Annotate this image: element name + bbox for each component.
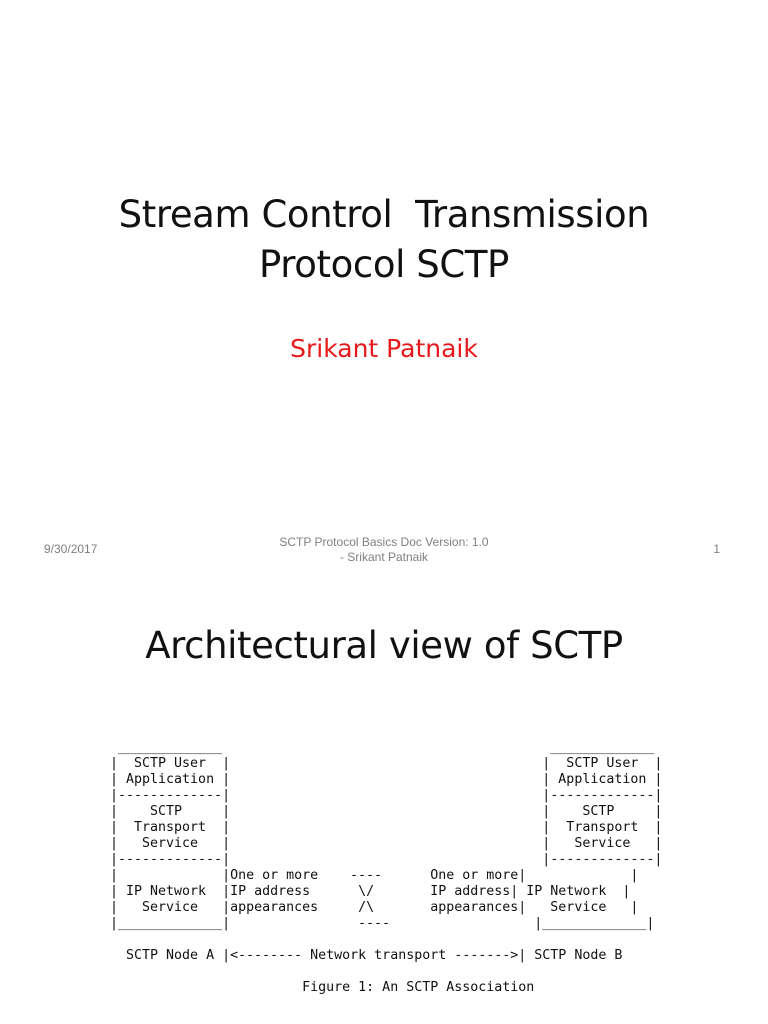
diagram-line: | Application | | Application | <box>110 772 663 787</box>
footer-page-number: 1 <box>713 542 720 556</box>
diagram-line: _____________ _____________ <box>110 740 655 755</box>
footer-document-info <box>200 535 568 565</box>
footer-line-2: - Srikant Patnaik <box>339 550 429 564</box>
diagram-line: | Service |appearances /\ appearances| Service | <box>110 900 639 915</box>
title-line-1: Stream Control Transmission <box>118 193 650 236</box>
diagram-line: | SCTP User | | SCTP User | <box>110 756 663 771</box>
diagram-line: Figure 1: An SCTP Association <box>110 980 535 995</box>
slide-title <box>0 190 768 290</box>
diagram-line: |-------------| |-------------| <box>110 852 663 867</box>
diagram-line: SCTP Node A |<-------- Network transport ------->| SCTP Node B <box>110 948 623 963</box>
footer-line-1: SCTP Protocol Basics Doc Version: 1.0 <box>279 535 489 549</box>
slide-2 <box>0 580 768 1024</box>
diagram-line: | Service | | Service | <box>110 836 663 851</box>
diagram-line: | IP Network |IP address \/ IP address| IP Network | <box>110 884 631 899</box>
diagram-line: | SCTP | | SCTP | <box>110 804 663 819</box>
author-name: Srikant Patnaik <box>290 334 478 363</box>
diagram-line: | |One or more ---- One or more| | <box>110 868 639 883</box>
diagram-line: |-------------| |-------------| <box>110 788 663 803</box>
diagram-line: |_____________| ---- |_____________| <box>110 916 655 931</box>
slide-title: Architectural view of SCTP <box>145 624 623 667</box>
diagram-line: | Transport | | Transport | <box>110 820 663 835</box>
footer-date: 9/30/2017 <box>44 542 98 556</box>
title-line-2: Protocol SCTP <box>259 243 509 286</box>
sctp-association-diagram <box>0 740 768 1000</box>
